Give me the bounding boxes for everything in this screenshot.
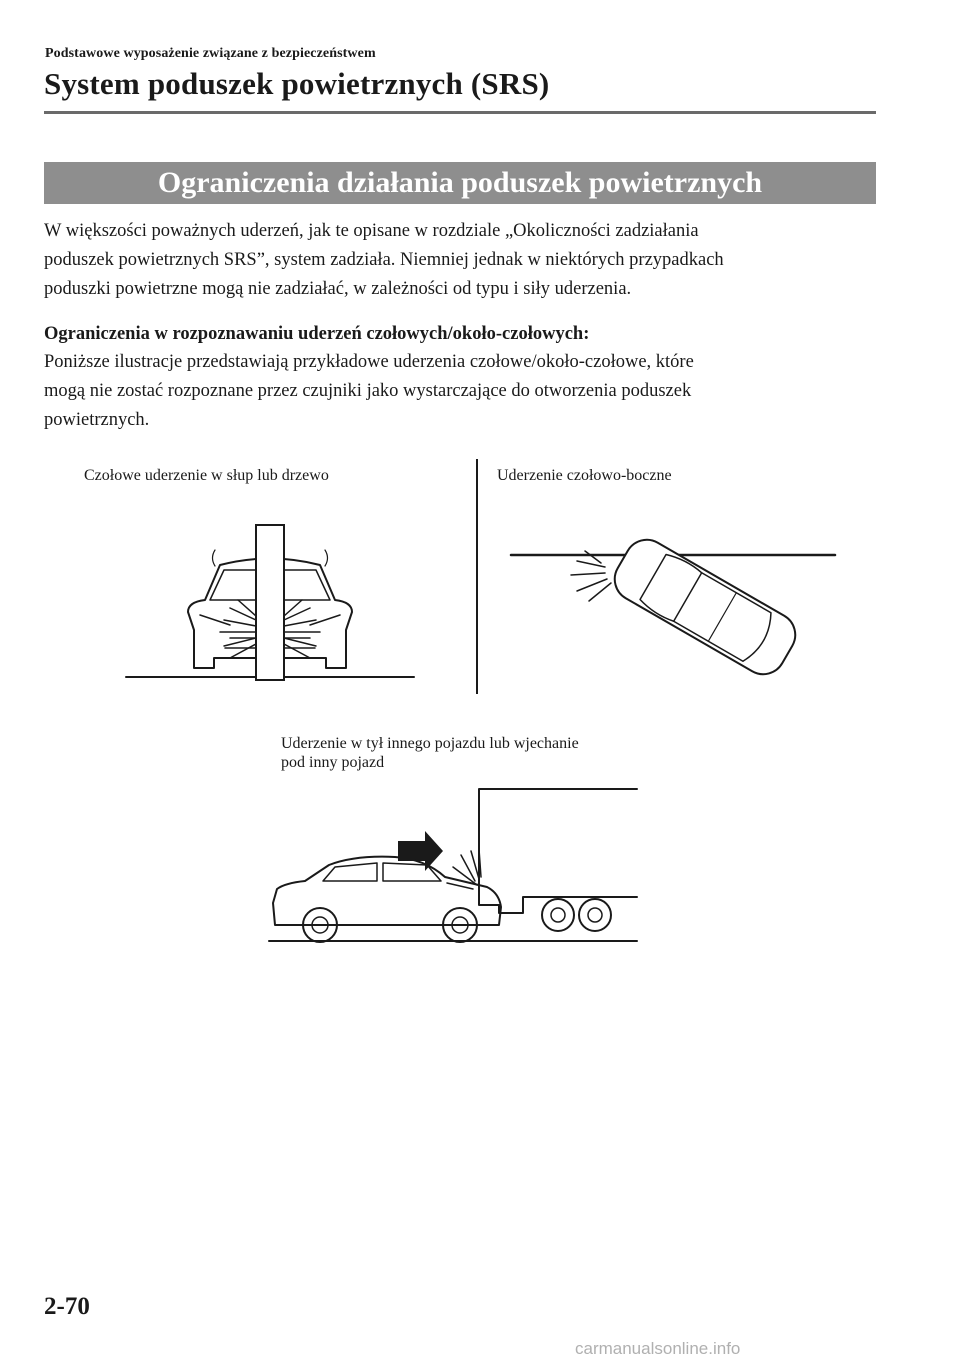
underride-caption (281, 734, 579, 772)
intro-paragraph (44, 217, 894, 304)
topic-heading (44, 162, 876, 204)
watermark: carmanualsonline.info (575, 1339, 741, 1358)
subheading: Ograniczenia w rozpoznawaniu uderzeń czołowych/około-czołowych: (44, 324, 590, 344)
body-paragraph (44, 348, 894, 435)
intro-line: poduszek powietrznych SRS”, system zadziała. Niemniej jednak w niektórych przypadkach (44, 250, 724, 270)
topic-heading-text: Ograniczenia działania poduszek powietrznych (157, 166, 763, 199)
oblique-impact-illustration (505, 545, 840, 685)
underride-caption-line: pod inny pojazd (281, 754, 385, 771)
body-line: mogą nie zostać rozpoznane przez czujniki jako wystarczające do otworzenia poduszek (44, 381, 692, 401)
section-title: System poduszek powietrznych (SRS) (44, 66, 550, 101)
pole-impact-illustration (120, 520, 420, 690)
pole-caption: Czołowe uderzenie w słup lub drzewo (84, 467, 329, 484)
header-rule (44, 111, 876, 114)
intro-line: W większości poważnych uderzeń, jak te opisane w rozdziale „Okoliczności zadziałania (44, 221, 699, 241)
underride-impact-illustration (265, 785, 640, 945)
oblique-caption: Uderzenie czołowo-boczne (497, 467, 672, 484)
page-number: 2-70 (44, 1293, 90, 1320)
figure-divider (476, 459, 478, 694)
underride-caption-line: Uderzenie w tył innego pojazdu lub wjechanie (281, 735, 579, 752)
body-line: Poniższe ilustracje przedstawiają przykładowe uderzenia czołowe/około-czołowe, które (44, 352, 694, 372)
intro-line: poduszki powietrzne mogą nie zadziałać, w zależności od typu i siły uderzenia. (44, 279, 632, 299)
body-line: powietrznych. (44, 410, 150, 430)
breadcrumb: Podstawowe wyposażenie związane z bezpieczeństwem (45, 46, 376, 61)
